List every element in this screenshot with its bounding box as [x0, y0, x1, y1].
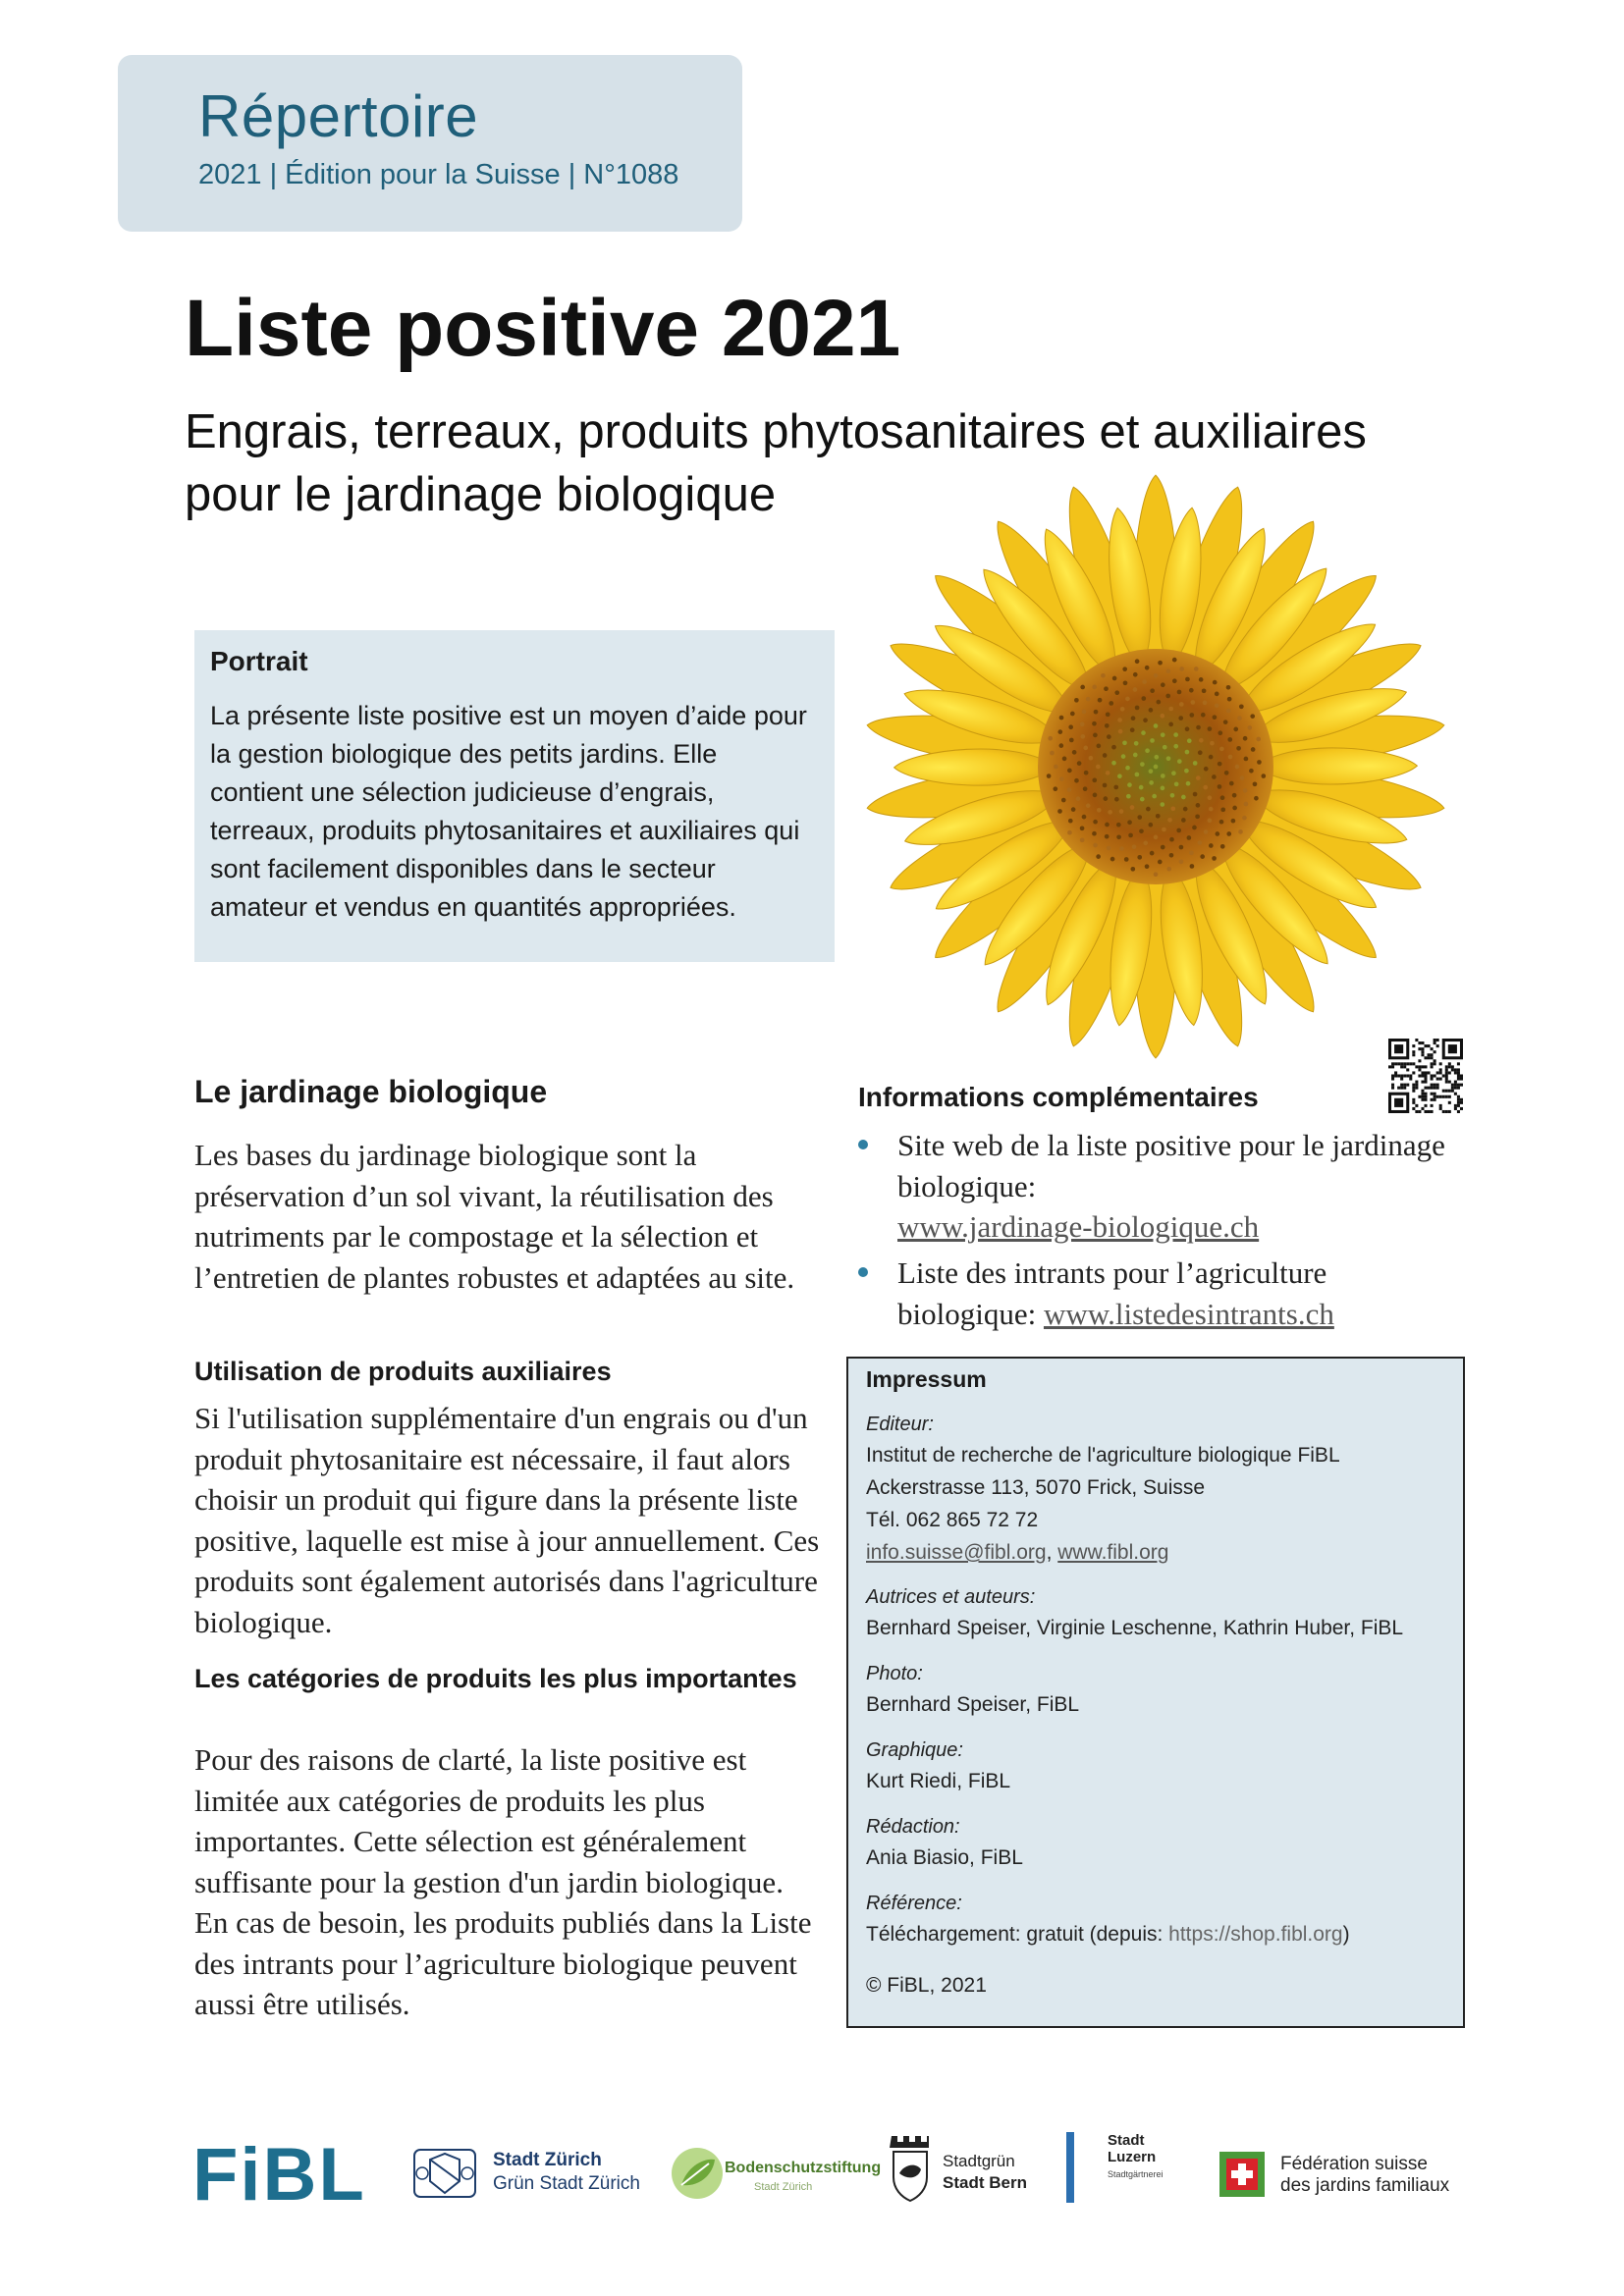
zurich-crest-icon — [410, 2146, 479, 2201]
shop-link[interactable]: https://shop.fibl.org — [1168, 1923, 1343, 1946]
bern-bear-crest-icon — [890, 2134, 931, 2203]
reference-prefix: Téléchargement: gratuit (depuis: — [866, 1923, 1169, 1946]
auteurs-label: Autrices et auteurs: — [866, 1586, 1036, 1608]
listedesintrants-link[interactable]: www.listedesintrants.ch — [1043, 1296, 1334, 1331]
luzern-line-2: Luzern — [1108, 2149, 1157, 2165]
graphique-label: Graphique: — [866, 1739, 963, 1761]
auxiliaires-text: Si l'utilisation supplémentaire d'un engrais ou d'un produit phytosanitaire est nécessaire, il faut alors choisir un produit qui figure dans la présente liste positive, laquelle est mise à jour annuellement. Ces produits sont également autorisés dans l'agriculture biologique. — [194, 1401, 820, 1639]
portrait-heading: Portrait — [210, 646, 308, 676]
federation-line-2: des jardins familiaux — [1280, 2175, 1450, 2196]
header-title: Répertoire — [198, 83, 479, 149]
info-item-text: Site web de la liste positive pour le jardinage biologique: — [897, 1128, 1445, 1203]
zurich-line-2: Grün Stadt Zürich — [493, 2173, 640, 2194]
auxiliaires-heading: Utilisation de produits auxiliaires — [194, 1357, 612, 1386]
auteurs-value: Bernhard Speiser, Virginie Leschenne, Kathrin Huber, FiBL — [866, 1617, 1404, 1639]
reference-label: Référence: — [866, 1893, 962, 1914]
editeur-value — [866, 1439, 1455, 1569]
email-link[interactable]: info.suisse@fibl.org — [866, 1541, 1047, 1564]
leaf-icon — [670, 2146, 725, 2201]
luzern-line-3: Stadtgärtnerei — [1108, 2169, 1164, 2179]
luzern-line-1: Stadt — [1108, 2132, 1145, 2149]
footer-logos — [0, 2110, 1624, 2218]
categories-text: Pour des raisons de clarté, la liste positive est limitée aux catégories de produits les plus importantes. Cette sélection est généralement suffisante pour la gestion d'un jardin biologique. En cas de besoin, les produits publiés dans la Liste des intrants pour l’agriculture biologique peuvent aussi être utilisés. — [194, 1742, 812, 2021]
jardinage-heading: Le jardinage biologique — [194, 1074, 548, 1109]
portrait-text: La présente liste positive est un moyen d’aide pour la gestion biologique des petits jardins. Elle contient une sélection judicieuse d’engrais, terreaux, produits phytosanitaires et auxiliaires qui sont facilement disponibles dans le secteur amateur et vendus en quantités appropriées. — [210, 701, 807, 922]
info-item-text: Liste des intrants pour l’agriculture biologique: — [897, 1255, 1327, 1331]
reference-value — [866, 1918, 1455, 1950]
graphique-value: Kurt Riedi, FiBL — [866, 1770, 1011, 1792]
jardinage-biologique-link[interactable]: www.jardinage-biologique.ch — [897, 1209, 1260, 1244]
redaction-label: Rédaction: — [866, 1816, 960, 1838]
bern-line-2: Stadt Bern — [943, 2173, 1027, 2192]
bullet-icon — [858, 1267, 868, 1277]
info-heading: Informations complémentaires — [858, 1082, 1259, 1112]
swiss-cross-icon — [1218, 2150, 1267, 2199]
page-subtitle: Engrais, terreaux, produits phytosanitaires et auxiliaires pour le jardinage biologique — [185, 405, 1367, 521]
impressum-heading: Impressum — [866, 1366, 987, 1392]
editeur-line-2: Ackerstrasse 113, 5070 Frick, Suisse — [866, 1476, 1206, 1499]
link-separator: , — [1046, 1541, 1058, 1564]
fibl-website-link[interactable]: www.fibl.org — [1057, 1541, 1169, 1564]
federation-line-1: Fédération suisse — [1280, 2154, 1428, 2174]
luzern-bar-icon — [1066, 2132, 1074, 2203]
photo-label: Photo: — [866, 1663, 923, 1684]
fibl-logo: FiBL — [192, 2133, 366, 2216]
impressum-box — [846, 1357, 1465, 2028]
photo-value: Bernhard Speiser, FiBL — [866, 1693, 1080, 1716]
header-subtitle: 2021 | Édition pour la Suisse | N°1088 — [198, 159, 679, 190]
page-title: Liste positive 2021 — [185, 284, 901, 373]
reference-suffix: ) — [1342, 1923, 1350, 1946]
sunflower-image — [856, 467, 1455, 1066]
boden-line-1: Bodenschutzstiftung — [725, 2160, 882, 2176]
zurich-line-1: Stadt Zürich — [493, 2150, 602, 2170]
portrait-box — [194, 630, 835, 962]
jardinage-text: Les bases du jardinage biologique sont la préservation d’un sol vivant, la réutilisation des nutriments par le compostage et la sélection et l’entretien de plantes robustes et adaptées au site. — [194, 1138, 795, 1295]
copyright: © FiBL, 2021 — [866, 1974, 987, 1997]
editeur-line-1: Institut de recherche de l'agriculture biologique FiBL — [866, 1444, 1340, 1467]
bern-line-1: Stadtgrün — [943, 2152, 1015, 2170]
editeur-line-3: Tél. 062 865 72 72 — [866, 1509, 1039, 1531]
bullet-icon — [858, 1140, 868, 1149]
header-tag — [118, 55, 742, 232]
redaction-value: Ania Biasio, FiBL — [866, 1846, 1023, 1869]
editeur-label: Editeur: — [866, 1414, 934, 1435]
boden-line-2: Stadt Zürich — [754, 2181, 813, 2193]
categories-heading: Les catégories de produits les plus importantes — [194, 1664, 797, 1693]
qr-code-icon[interactable] — [1388, 1039, 1463, 1113]
